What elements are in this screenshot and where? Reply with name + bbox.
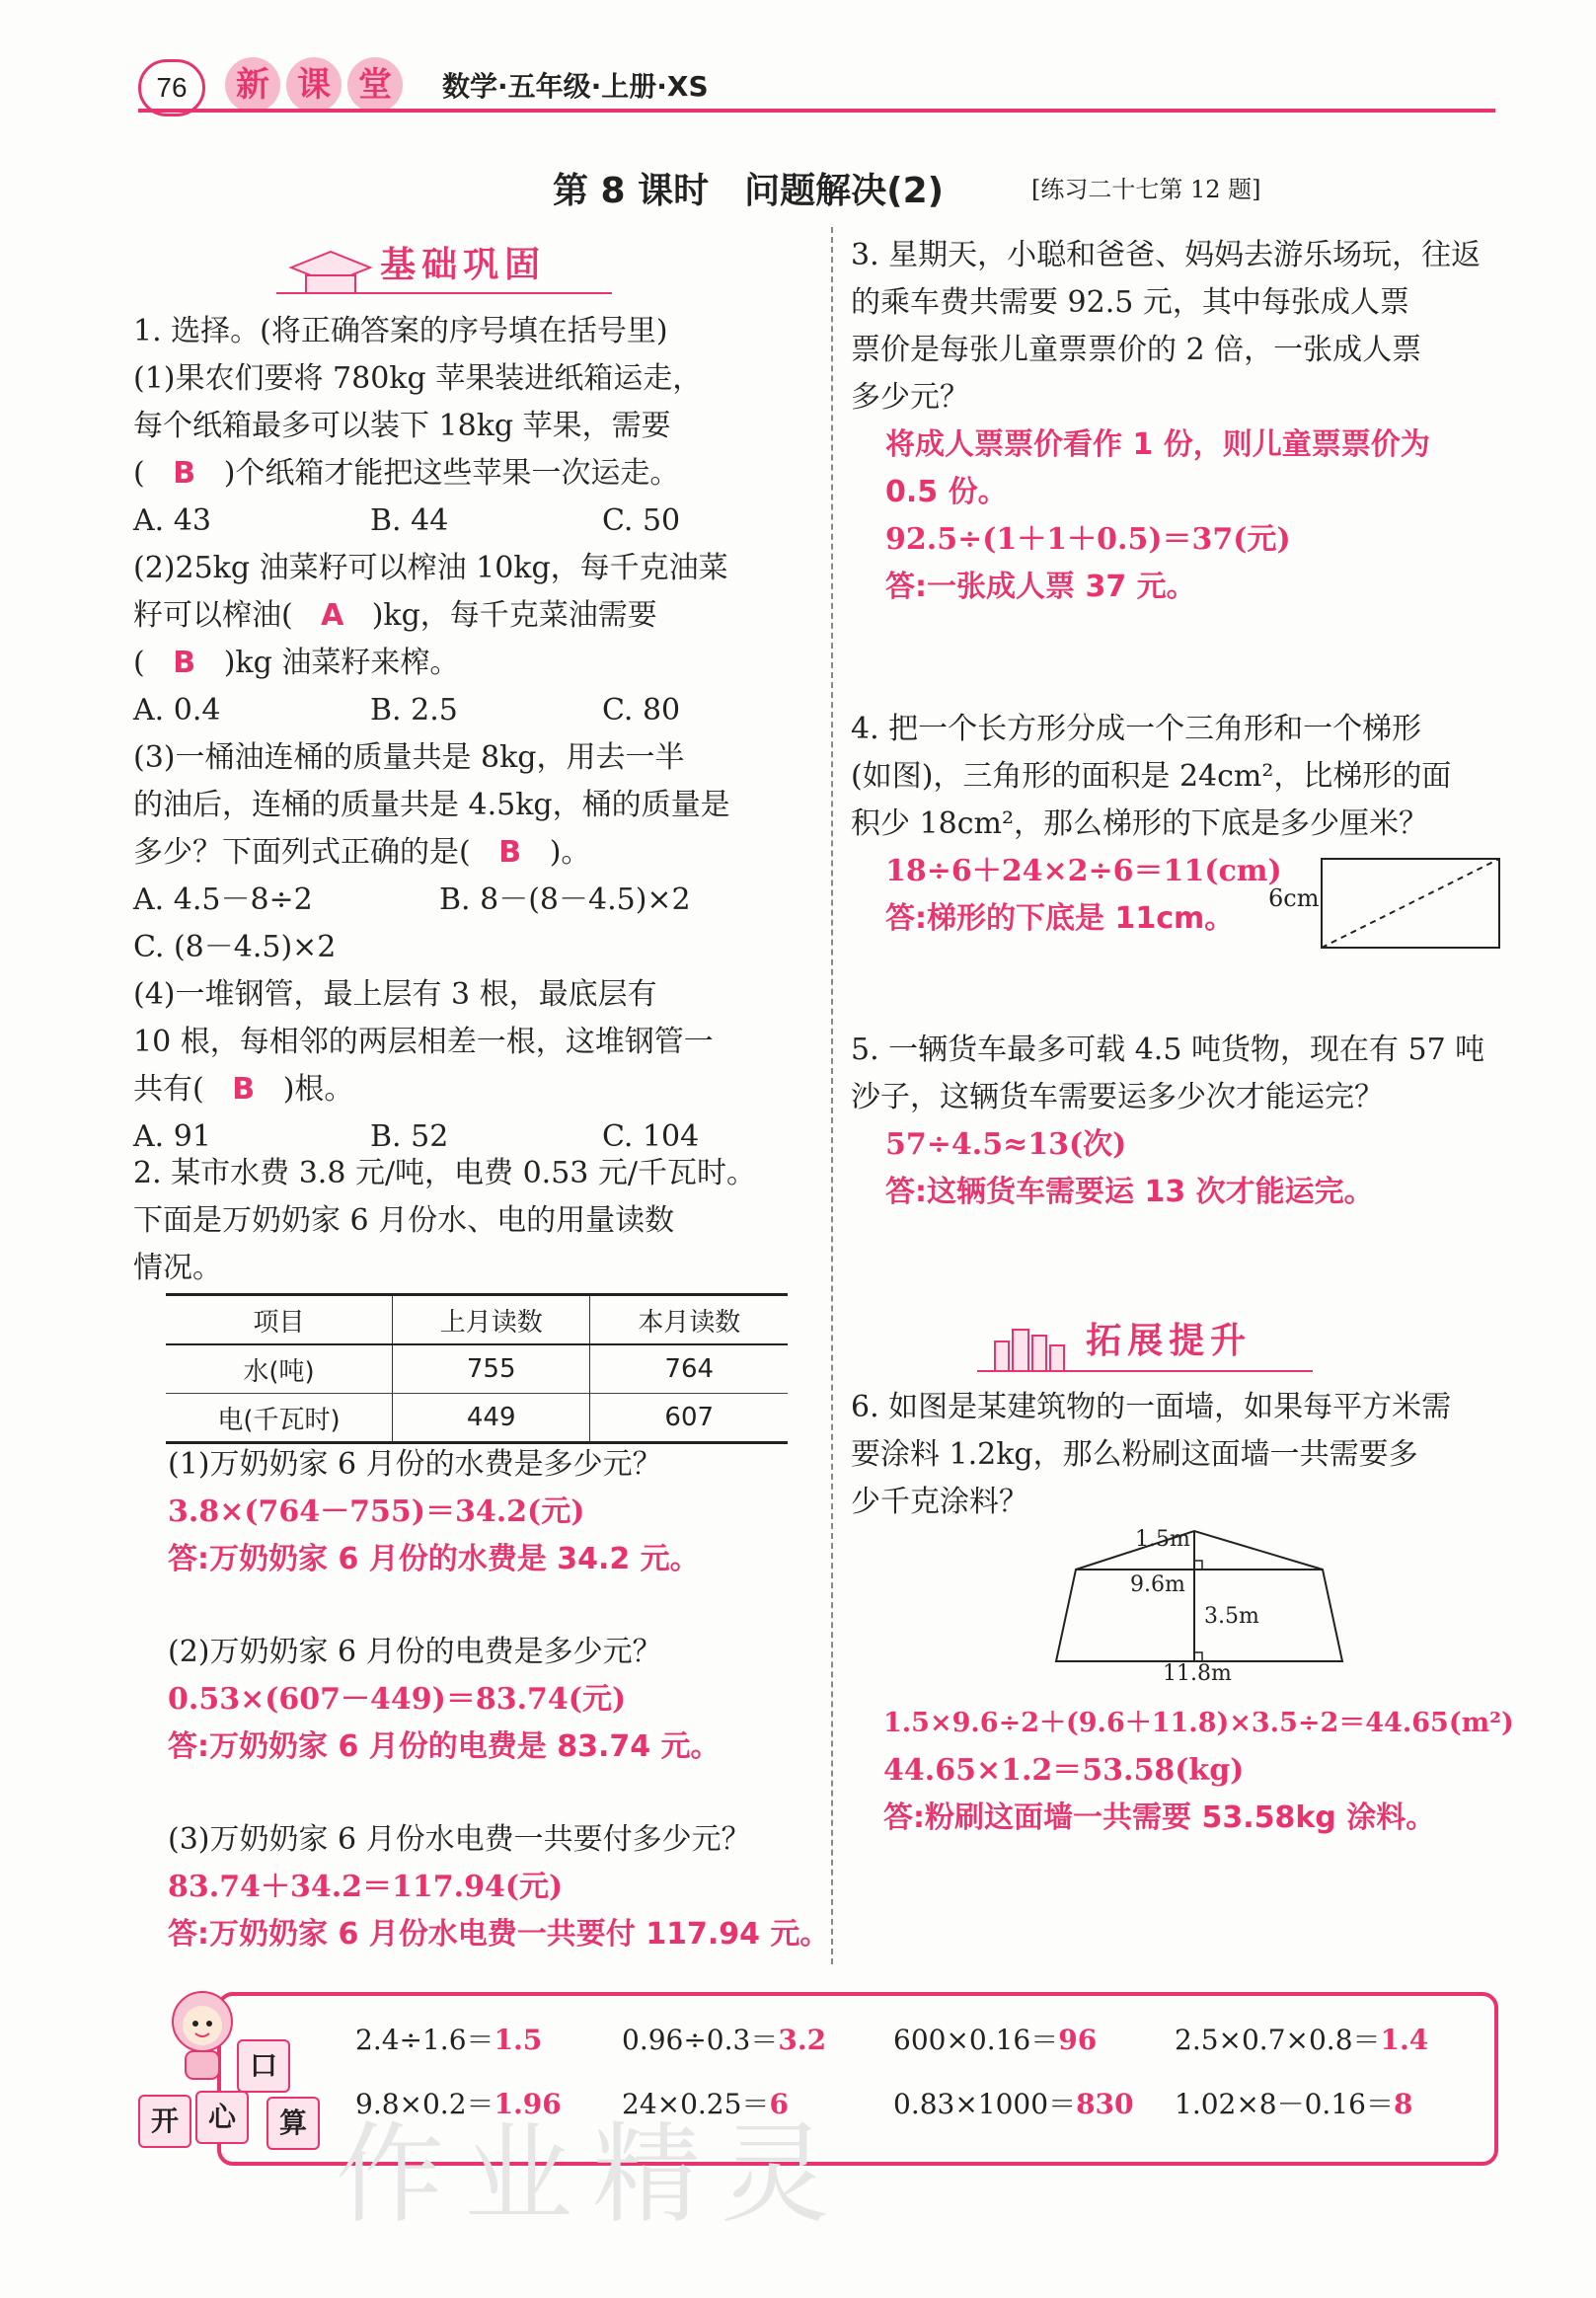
wall-label-top: 1.5m — [1135, 1527, 1190, 1552]
mental-item: 24×0.25＝6 — [622, 2088, 789, 2120]
q6-calc-2: 44.65×1.2＝53.58(kg) — [883, 1753, 1245, 1788]
mental-item: 2.4÷1.6＝1.5 — [355, 2024, 543, 2056]
wall-figure — [1046, 1525, 1372, 1686]
q4-text-2: (如图)，三角形的面积是 24cm²，比梯形的面 — [851, 759, 1452, 794]
q1-p2-options: A. 0.4 B. 2.5 C. 80 — [133, 693, 681, 728]
q1-p4-line1: (4)一堆钢管，最上层有 3 根，最底层有 — [133, 977, 657, 1012]
q1-p3-line2: 的油后，连桶的质量共是 4.5kg，桶的质量是 — [133, 788, 730, 822]
page-number: 76 — [138, 59, 205, 116]
wall-label-height: 3.5m — [1204, 1604, 1259, 1629]
badge-char-kai: 开 — [138, 2095, 191, 2148]
table-row: 水(吨) 755 764 — [166, 1344, 788, 1394]
q1-p1-answer: B — [173, 456, 196, 491]
mental-item: 9.8×0.2＝1.96 — [355, 2088, 562, 2120]
rectangle-diagram — [1320, 857, 1507, 952]
q5-answer: 答:这辆货车需要运 13 次才能运完。 — [885, 1175, 1374, 1209]
column-divider — [831, 227, 833, 1964]
q2-s1-answer: 答:万奶奶家 6 月份的水费是 34.2 元。 — [168, 1542, 700, 1576]
q2-stem-2: 下面是万奶奶家 6 月份水、电的用量读数 — [133, 1203, 675, 1238]
q3-text-3: 票价是每张儿童票票价的 2 倍，一张成人票 — [851, 333, 1422, 367]
q5-text-2: 沙子，这辆货车需要运多少次才能运完？ — [851, 1080, 1384, 1114]
q3-calc: 92.5÷(1＋1＋0.5)＝37(元) — [885, 522, 1291, 557]
q4-answer: 答:梯形的下底是 11cm。 — [885, 901, 1235, 936]
q1-p3-options-ab: A. 4.5－8÷2 B. 8－(8－4.5)×2 — [133, 882, 691, 917]
q5-calc: 57÷4.5≈13(次) — [885, 1127, 1127, 1162]
q3-text-4: 多少元？ — [851, 380, 969, 415]
q1-p4-options: A. 91 B. 52 C. 104 — [133, 1119, 700, 1154]
q1-p2-line1: (2)25kg 油菜籽可以榨油 10kg，每千克油菜 — [133, 551, 728, 585]
q1-p3-line3: 多少？下面列式正确的是( B )。 — [133, 829, 804, 877]
q3-solution-2: 0.5 份。 — [885, 475, 1008, 509]
section-basic-underline — [276, 292, 612, 294]
q2-stem-3: 情况。 — [133, 1251, 222, 1285]
section-extend-banner — [987, 1313, 1252, 1366]
meter-reading-table — [166, 1293, 788, 1444]
badge-char-xin: 心 — [195, 2091, 249, 2144]
q4-text-1: 4. 把一个长方形分成一个三角形和一个梯形 — [851, 712, 1422, 746]
section-extend-underline — [977, 1370, 1313, 1372]
q1-p1-line3: ( B )个纸箱才能把这些苹果一次运走。 — [133, 450, 804, 498]
question-1 — [133, 308, 804, 1161]
girl-mascot-icon — [158, 1982, 247, 2081]
mental-item: 0.83×1000＝830 — [893, 2088, 1134, 2120]
brand-logo — [225, 57, 403, 113]
q2-stem-1: 2. 某市水费 3.8 元/吨，电费 0.53 元/千瓦时。 — [133, 1156, 757, 1190]
section-extend-label: 拓展提升 — [1086, 1321, 1253, 1361]
mental-item: 0.96÷0.3＝3.2 — [622, 2024, 827, 2056]
q3-solution-1: 将成人票票价看作 1 份，则儿童票票价为 — [885, 427, 1430, 462]
wall-label-mid: 9.6m — [1130, 1572, 1185, 1597]
brand-char-1: 新 — [225, 57, 280, 113]
lesson-ref: [练习二十七第 12 题] — [1031, 176, 1261, 203]
graduation-cap-icon — [286, 246, 375, 299]
q4-text-3: 积少 18cm²，那么梯形的下底是多少厘米？ — [851, 806, 1428, 841]
q2-s3-answer: 答:万奶奶家 6 月份水电费一共要付 117.94 元。 — [168, 1917, 830, 1952]
q1-p2-answer1: A — [321, 598, 344, 633]
q1-p1-options: A. 43 B. 44 C. 50 — [133, 503, 681, 538]
q2-s1-question: (1)万奶奶家 6 月份的水费是多少元？ — [168, 1447, 662, 1482]
subject-line: 数学·五年级·上册·XS — [442, 70, 709, 103]
brand-char-3: 堂 — [347, 57, 403, 113]
brand-char-2: 课 — [286, 57, 342, 113]
q6-text-1: 6. 如图是某建筑物的一面墙，如果每平方米需 — [851, 1390, 1452, 1424]
question-3 — [851, 232, 1502, 611]
q4-calc: 18÷6＋24×2÷6＝11(cm) — [885, 854, 1282, 888]
q3-text-1: 3. 星期天，小聪和爸爸、妈妈去游乐场玩，往返 — [851, 238, 1482, 272]
q1-p2-answer2: B — [173, 646, 196, 680]
q3-text-2: 的乘车费共需要 92.5 元，其中每张成人票 — [851, 285, 1409, 320]
q2-s3-calc: 83.74＋34.2＝117.94(元) — [168, 1870, 564, 1904]
wall-label-bottom: 11.8m — [1163, 1661, 1232, 1686]
section-basic-label: 基础巩固 — [380, 245, 547, 285]
mental-item: 1.02×8－0.16＝8 — [1175, 2088, 1413, 2120]
watermark-text: 作业精灵 — [336, 2111, 849, 2238]
q2-s1-calc: 3.8×(764－755)＝34.2(元) — [168, 1494, 585, 1529]
q5-text-1: 5. 一辆货车最多可载 4.5 吨货物，现在有 57 吨 — [851, 1033, 1485, 1067]
question-6 — [851, 1384, 1502, 1526]
q1-p3-answer: B — [498, 835, 522, 870]
q1-p1-line1: (1)果农们要将 780kg 苹果装进纸箱运走， — [133, 361, 703, 396]
badge-char-suan: 算 — [266, 2097, 320, 2150]
q6-answer: 答:粉刷这面墙一共需要 53.58kg 涂料。 — [883, 1800, 1436, 1835]
badge-char-kou: 口 — [237, 2039, 290, 2093]
q1-p4-line3: 共有( B )根。 — [133, 1066, 804, 1113]
fig-height-label: 6cm — [1268, 884, 1320, 912]
q1-stem: 1. 选择。(将正确答案的序号填在括号里) — [133, 314, 668, 348]
q6-solution — [883, 1700, 1514, 1842]
mental-item: 600×0.16＝96 — [893, 2024, 1098, 2056]
q1-p3-option-c: C. (8－4.5)×2 — [133, 930, 337, 964]
header-divider — [138, 109, 1495, 113]
q1-p2-line3: ( B )kg 油菜籽来榨。 — [133, 640, 804, 687]
question-2 — [133, 1150, 804, 1292]
q2-subquestions — [168, 1441, 830, 1958]
q2-s3-question: (3)万奶奶家 6 月份水电费一共要付多少元？ — [168, 1822, 751, 1857]
q2-s2-question: (2)万奶奶家 6 月份的电费是多少元？ — [168, 1635, 662, 1669]
q1-p4-answer: B — [232, 1072, 256, 1107]
q6-calc-1: 1.5×9.6÷2＋(9.6＋11.8)×3.5÷2＝44.65(m²) — [883, 1708, 1514, 1738]
q1-p1-line2: 每个纸箱最多可以装下 18kg 苹果，需要 — [133, 409, 671, 443]
q6-text-2: 要涂料 1.2kg，那么粉刷这面墙一共需要多 — [851, 1437, 1418, 1472]
mental-item: 2.5×0.7×0.8＝1.4 — [1175, 2024, 1429, 2056]
q3-answer: 答:一张成人票 37 元。 — [885, 570, 1196, 604]
mental-math-badge — [138, 1974, 336, 2157]
q1-p3-line1: (3)一桶油连桶的质量共是 8kg，用去一半 — [133, 740, 685, 775]
q1-p2-line2: 籽可以榨油( A )kg，每千克菜油需要 — [133, 592, 804, 640]
buildings-icon — [987, 1322, 1081, 1375]
q2-s2-answer: 答:万奶奶家 6 月份的电费是 83.74 元。 — [168, 1729, 721, 1764]
q6-text-3: 少千克涂料？ — [851, 1485, 1028, 1519]
section-basic-banner — [286, 237, 546, 290]
question-5 — [851, 1027, 1502, 1216]
lesson-title: 第 8 课时 问题解决(2) — [553, 171, 945, 211]
table-row: 电(千瓦时) 449 607 — [166, 1394, 788, 1443]
table-header-row: 项目 上月读数 本月读数 — [166, 1295, 788, 1345]
q2-s2-calc: 0.53×(607－449)＝83.74(元) — [168, 1682, 627, 1717]
q1-p4-line2: 10 根，每相邻的两层相差一根，这堆钢管一 — [133, 1025, 714, 1059]
